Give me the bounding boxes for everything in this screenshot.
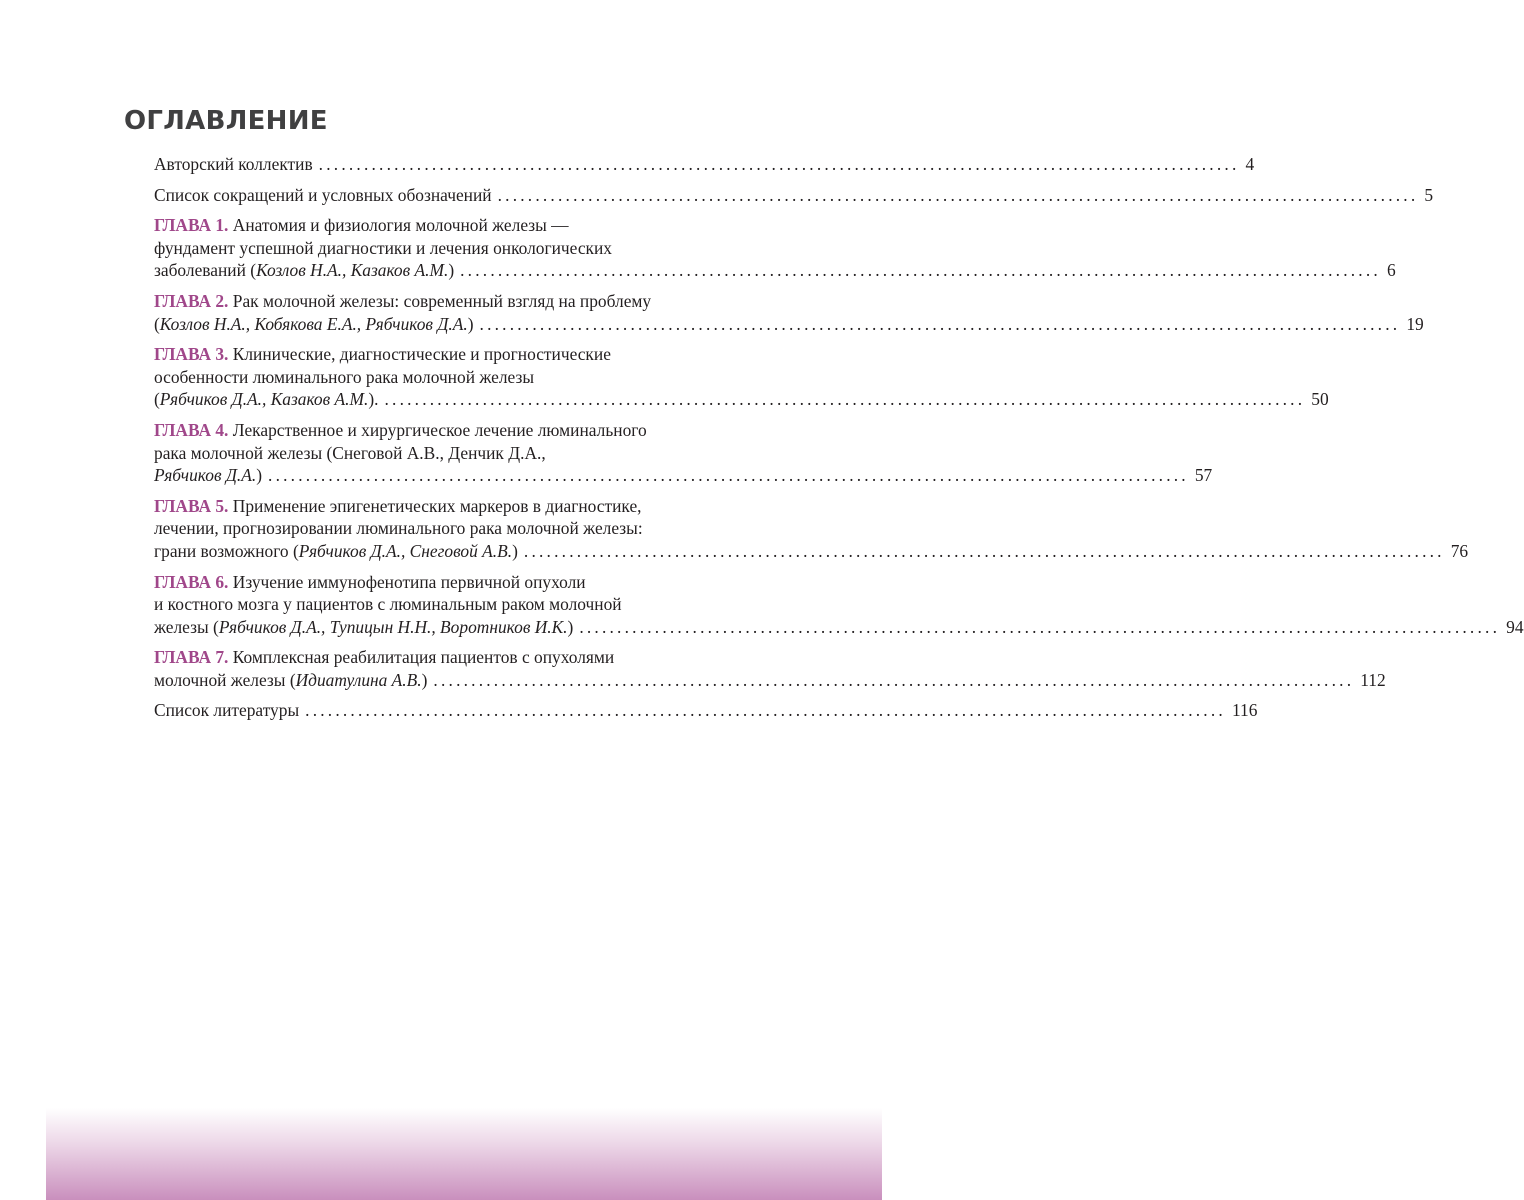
toc-entry-chapter-2[interactable] (154, 290, 1424, 335)
chapter-authors: Козлов Н.А., Кобякова Е.А., Рябчиков Д.А. (159, 313, 468, 334)
page-title: ОГЛАВЛЕНИЕ (124, 106, 328, 136)
page-number: 4 (1245, 154, 1255, 174)
leader-dots: .......................................................................................................................... (497, 184, 1419, 205)
chapter-authors: Рябчиков Д.А., Тупицын Н.Н., Воротников И.К. (218, 616, 568, 637)
chapter-authors: Идиатулина А.В. (295, 669, 422, 690)
leader-dots: .......................................................................................................................... (433, 669, 1355, 690)
leader-dots: .......................................................................................................................... (460, 260, 1381, 281)
toc-entry-line: особенности люминального рака молочной железы (154, 366, 535, 387)
toc-entry-last-line (154, 184, 1434, 207)
toc-entry-abbreviations[interactable] (154, 184, 1434, 207)
toc-entry-title: заболеваний (Козлов Н.А., Казаков А.М.) (154, 260, 455, 281)
toc-entry-title: Список сокращений и условных обозначений (154, 184, 492, 205)
toc-entry-title: молочной железы (Идиатулина А.В.) (154, 669, 428, 690)
toc-entry-line: ГЛАВА 7. Комплексная реабилитация пациентов с опухолями (154, 647, 615, 668)
leader-dots: .......................................................................................................................... (268, 465, 1189, 486)
page-number: 116 (1231, 700, 1258, 721)
toc-entry-title: Список литературы (154, 700, 300, 721)
page-number: 57 (1194, 465, 1213, 486)
toc-entry-chapter-4[interactable] (154, 419, 1213, 487)
toc-entry-title: Авторский коллектив (154, 154, 313, 174)
toc-entry-last-line (154, 699, 1258, 722)
page-number: 50 (1311, 389, 1329, 410)
chapter-label: ГЛАВА 7. (154, 647, 229, 668)
leader-dots: .......................................................................................................................... (523, 540, 1445, 561)
chapter-label: ГЛАВА 6. (154, 571, 229, 592)
chapter-label: ГЛАВА 1. (154, 215, 229, 236)
page-number: 19 (1406, 313, 1424, 334)
toc-entry-chapter-3[interactable] (154, 343, 1329, 411)
page-number: 6 (1386, 260, 1396, 281)
toc-entry-line: рака молочной железы (Снеговой А.В., Денчик Д.А., (154, 442, 546, 463)
toc-entry-references[interactable] (154, 699, 1258, 722)
decorative-footer-band (46, 1108, 882, 1200)
table-of-contents (154, 153, 1524, 730)
chapter-label: ГЛАВА 4. (154, 419, 229, 440)
toc-entry-line: ГЛАВА 4. Лекарственное и хирургическое лечение люминального (154, 419, 647, 440)
toc-entry-last-line (154, 259, 1396, 282)
page-number: 76 (1450, 540, 1469, 561)
leader-dots: .......................................................................................................................... (384, 389, 1306, 410)
chapter-label: ГЛАВА 2. (154, 290, 229, 311)
toc-entry-title: железы (Рябчиков Д.А., Тупицын Н.Н., Воротников И.К.) (154, 616, 574, 637)
leader-dots: .......................................................................................................................... (318, 154, 1240, 174)
toc-entry-line: фундамент успешной диагностики и лечения онкологических (154, 237, 612, 258)
leader-dots: .......................................................................................................................... (579, 616, 1501, 637)
chapter-authors: Рябчиков Д.А. (154, 465, 257, 486)
toc-entry-last-line (154, 388, 1329, 411)
toc-entry-last-line (154, 669, 1386, 692)
page-number: 94 (1506, 616, 1524, 637)
toc-entry-chapter-7[interactable] (154, 646, 1386, 691)
toc-entry-line: ГЛАВА 5. Применение эпигенетических маркеров в диагностике, (154, 495, 642, 516)
toc-entry-last-line (154, 153, 1255, 176)
toc-entry-line: ГЛАВА 6. Изучение иммунофенотипа первичной опухоли (154, 571, 586, 592)
page-number: 112 (1360, 669, 1386, 690)
toc-entry-line: лечении, прогнозировании люминального рака молочной железы: (154, 518, 643, 539)
toc-entry-chapter-5[interactable] (154, 495, 1469, 563)
toc-entry-title: (Рябчиков Д.А., Казаков А.М.). (154, 389, 379, 410)
chapter-label: ГЛАВА 5. (154, 495, 229, 516)
toc-entry-authors[interactable] (154, 153, 1255, 176)
toc-entry-chapter-6[interactable] (154, 571, 1524, 639)
leader-dots: .......................................................................................................................... (305, 700, 1226, 721)
toc-entry-last-line (154, 464, 1213, 487)
toc-entry-last-line (154, 313, 1424, 336)
chapter-authors: Козлов Н.А., Казаков А.М. (256, 260, 449, 281)
chapter-authors: Рябчиков Д.А., Казаков А.М. (159, 389, 369, 410)
toc-entry-title: Рябчиков Д.А.) (154, 465, 263, 486)
toc-entry-last-line (154, 540, 1469, 563)
toc-entry-chapter-1[interactable] (154, 214, 1396, 282)
toc-entry-line: ГЛАВА 3. Клинические, диагностические и прогностические (154, 344, 611, 365)
chapter-label: ГЛАВА 3. (154, 344, 229, 365)
toc-entry-line: ГЛАВА 2. Рак молочной железы: современный взгляд на проблему (154, 290, 652, 311)
toc-entry-title: (Козлов Н.А., Кобякова Е.А., Рябчиков Д.А.) (154, 313, 474, 334)
toc-entry-title: грани возможного (Рябчиков Д.А., Снеговой А.В.) (154, 540, 518, 561)
toc-entry-line: и костного мозга у пациентов с люминальным раком молочной (154, 594, 622, 615)
toc-entry-line: ГЛАВА 1. Анатомия и физиология молочной железы — (154, 215, 569, 236)
toc-entry-last-line (154, 616, 1524, 639)
page-number: 5 (1424, 184, 1434, 205)
chapter-authors: Рябчиков Д.А., Снеговой А.В. (298, 540, 513, 561)
leader-dots: .......................................................................................................................... (479, 313, 1401, 334)
